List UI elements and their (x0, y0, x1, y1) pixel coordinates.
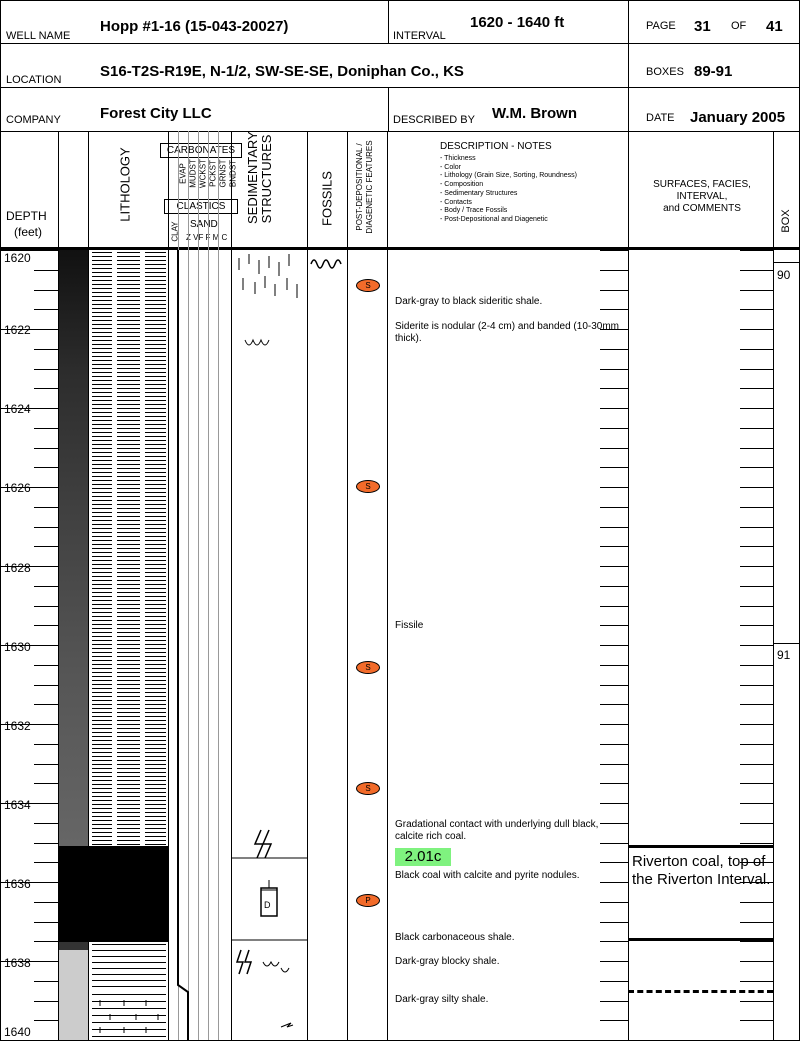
sed-structures-header: SEDIMENTARY STRUCTURES (245, 131, 274, 224)
depth-tick (600, 882, 628, 883)
depth-tick (0, 250, 58, 251)
depth-tick (0, 408, 58, 409)
depth-tick (740, 606, 773, 607)
lithology-coal (59, 846, 168, 942)
grain-size-profile (168, 250, 198, 1041)
depth-tick (600, 448, 628, 449)
depth-tick (36, 586, 56, 587)
depth-tick (740, 408, 773, 409)
depth-tick (600, 803, 628, 804)
siderite-badge-2: S (356, 480, 380, 493)
depth-tick (600, 744, 628, 745)
depth-tick (600, 428, 628, 429)
depth-tick (600, 843, 628, 844)
total-pages: 41 (766, 18, 783, 35)
depth-tick (740, 428, 773, 429)
depth-tick (740, 685, 773, 686)
depth-header: DEPTH (6, 209, 47, 223)
depth-tick (600, 507, 628, 508)
depth-tick (740, 546, 773, 547)
depth-tick (36, 783, 56, 784)
description-5: Black coal with calcite and pyrite nodules. (395, 870, 580, 881)
lithology-shale-gap-2 (140, 252, 145, 846)
depth-tick (600, 606, 628, 607)
description-3: Fissile (395, 620, 424, 631)
depth-tick (740, 369, 773, 370)
box-number: 90 (777, 268, 791, 282)
description-1: Dark-gray to black sideritic shale. (395, 296, 543, 307)
depth-tick (0, 329, 58, 330)
depth-tick (740, 388, 773, 389)
depth-tick (600, 487, 628, 488)
carb-evap: EVAP (178, 163, 188, 184)
depth-tick (36, 902, 56, 903)
depth-tick (600, 349, 628, 350)
depth-tick (36, 349, 56, 350)
depth-tick (740, 645, 773, 646)
depth-unit: (feet) (14, 225, 43, 239)
description-7: Dark-gray blocky shale. (395, 956, 500, 967)
depth-tick (600, 369, 628, 370)
grain-size-labels: Z VF F M C (186, 233, 228, 242)
depth-tick (0, 961, 58, 962)
lithology-shale-gap-1 (112, 252, 117, 846)
sample-tag: 2.01c (395, 848, 451, 866)
clastics-label: CLASTICS (164, 199, 238, 214)
boxes-label: BOXES (646, 66, 684, 78)
depth-tick (36, 428, 56, 429)
depth-tick (740, 902, 773, 903)
depth-label: 1626 (4, 481, 31, 495)
depth-tick (600, 665, 628, 666)
depth-tick (600, 546, 628, 547)
depth-tick (600, 922, 628, 923)
depth-tick (740, 487, 773, 488)
date-label: DATE (646, 112, 675, 124)
depth-tick (600, 724, 628, 725)
carb-wckst: WCKST (198, 159, 208, 188)
surfaces-header: SURFACES, FACIES, INTERVAL, and COMMENTS (653, 179, 751, 214)
depth-tick (36, 823, 56, 824)
gradational-contact-line (628, 990, 773, 993)
interval-value: 1620 - 1640 ft (470, 14, 565, 31)
depth-tick (36, 625, 56, 626)
depth-tick (740, 922, 773, 923)
depth-tick (0, 487, 58, 488)
well-name-label: WELL NAME (6, 30, 71, 42)
of-label: OF (731, 20, 747, 32)
depth-tick (600, 902, 628, 903)
depth-tick (740, 843, 773, 844)
lithology-shale-pattern (92, 252, 166, 846)
depth-tick (36, 665, 56, 666)
depth-tick (600, 862, 628, 863)
depth-tick (36, 744, 56, 745)
depth-tick (740, 724, 773, 725)
depth-tick (740, 566, 773, 567)
depth-tick (36, 764, 56, 765)
depth-tick (740, 507, 773, 508)
depth-tick (36, 527, 56, 528)
depth-tick (740, 250, 773, 251)
well-name-value: Hopp #1-16 (15-043-20027) (100, 18, 289, 35)
depth-tick (0, 803, 58, 804)
depth-tick (36, 270, 56, 271)
depth-tick (740, 270, 773, 271)
sedimentary-structures (231, 250, 307, 1041)
depth-label: 1628 (4, 561, 31, 575)
depth-tick (600, 685, 628, 686)
depth-tick (740, 764, 773, 765)
silty-shale-dots (88, 994, 168, 1040)
box-divider (773, 262, 799, 263)
depth-tick (740, 467, 773, 468)
depth-tick (36, 290, 56, 291)
carb-bndst: BNDST (228, 159, 238, 188)
box-divider (773, 643, 799, 644)
carbonates-label: CARBONATES (160, 143, 242, 158)
depth-label: 1630 (4, 640, 31, 654)
description-6: Black carbonaceous shale. (395, 932, 515, 943)
page-number: 31 (694, 18, 711, 35)
depth-label: 1634 (4, 798, 31, 812)
depth-tick (740, 290, 773, 291)
depth-tick (740, 783, 773, 784)
interval-top-line (628, 845, 773, 848)
depth-tick (36, 981, 56, 982)
depth-label: 1640 (4, 1025, 31, 1039)
depth-tick (740, 1001, 773, 1002)
depth-tick (740, 941, 773, 942)
description-4: Gradational contact with underlying dull black, calcite rich coal. (395, 819, 599, 842)
contact-line (628, 938, 773, 941)
depth-tick (600, 566, 628, 567)
depth-tick (600, 270, 628, 271)
depth-tick (36, 448, 56, 449)
depth-tick (36, 606, 56, 607)
depth-tick (740, 744, 773, 745)
depth-label: 1622 (4, 323, 31, 337)
depth-label: 1624 (4, 402, 31, 416)
location-value: S16-T2S-R19E, N-1/2, SW-SE-SE, Doniphan Co., KS (100, 63, 464, 80)
described-by-value: W.M. Brown (492, 105, 577, 122)
depth-tick (740, 961, 773, 962)
depth-tick (36, 862, 56, 863)
description-2: Siderite is nodular (2-4 cm) and banded (10-30mm thick). (395, 321, 619, 344)
depth-tick (600, 586, 628, 587)
depth-tick (740, 665, 773, 666)
depth-tick (36, 388, 56, 389)
depth-tick (600, 1020, 628, 1021)
depth-tick (600, 764, 628, 765)
depth-tick (740, 309, 773, 310)
siderite-badge-3: S (356, 661, 380, 674)
depth-tick (600, 704, 628, 705)
depth-tick (740, 586, 773, 587)
clay-label: CLAY (170, 221, 180, 242)
box-number: 91 (777, 648, 791, 662)
depth-tick (600, 783, 628, 784)
depth-tick (36, 1020, 56, 1021)
depth-tick (36, 843, 56, 844)
box-header: BOX (780, 209, 792, 233)
depth-tick (600, 388, 628, 389)
column-header-row (0, 131, 800, 250)
interval-label: INTERVAL (393, 30, 446, 42)
siderite-badge-4: S (356, 782, 380, 795)
carb-mudst: MUDST (188, 159, 198, 188)
depth-tick (0, 566, 58, 567)
depth-tick (740, 625, 773, 626)
depth-tick (36, 309, 56, 310)
date-value: January 2005 (690, 109, 786, 126)
postdep-header: POST-DEPOSITIONAL / DIAGENETIC FEATURES (355, 140, 374, 234)
depth-label: 1620 (4, 251, 31, 265)
carb-pckst: PCKST (208, 160, 218, 187)
depth-tick (740, 981, 773, 982)
lithology-blocky-shale (92, 944, 166, 992)
depth-tick (0, 645, 58, 646)
siderite-badge-1: S (356, 279, 380, 292)
carb-grnst: GRNST (218, 159, 228, 188)
description-8: Dark-gray silty shale. (395, 994, 489, 1005)
depth-tick (600, 981, 628, 982)
depth-tick (36, 546, 56, 547)
depth-tick (36, 922, 56, 923)
pyrite-badge: P (356, 894, 380, 907)
depth-tick (0, 882, 58, 883)
depth-tick (740, 704, 773, 705)
depth-tick (740, 1020, 773, 1021)
described-by-label: DESCRIBED BY (393, 114, 475, 126)
depth-tick (740, 823, 773, 824)
depth-tick (600, 309, 628, 310)
depth-tick (36, 467, 56, 468)
lithology-header: LITHOLOGY (117, 147, 133, 222)
depth-label: 1636 (4, 877, 31, 891)
depth-tick (600, 645, 628, 646)
depth-tick (600, 467, 628, 468)
depth-tick (600, 250, 628, 251)
depth-tick (600, 290, 628, 291)
depth-tick (36, 1001, 56, 1002)
depth-tick (740, 448, 773, 449)
depth-tick (36, 941, 56, 942)
depth-tick (600, 408, 628, 409)
boxes-value: 89-91 (694, 63, 733, 80)
company-label: COMPANY (6, 114, 61, 126)
fossils-header: FOSSILS (319, 171, 335, 226)
description-title: DESCRIPTION - NOTES (440, 141, 552, 152)
header (0, 0, 800, 132)
page-label: PAGE (646, 20, 676, 32)
depth-tick (740, 349, 773, 350)
depth-tick (740, 329, 773, 330)
depth-tick (740, 527, 773, 528)
depth-tick (36, 685, 56, 686)
depth-tick (600, 527, 628, 528)
location-label: LOCATION (6, 74, 62, 86)
riverton-comment: Riverton coal, top of the Riverton Interval. (632, 853, 771, 888)
company-value: Forest City LLC (100, 105, 212, 122)
sand-label: SAND (190, 219, 218, 230)
depth-tick (36, 704, 56, 705)
depth-tick (36, 369, 56, 370)
svg-text:D: D (264, 900, 271, 910)
depth-tick (0, 724, 58, 725)
description-list: - Thickness - Color - Lithology (Grain Size, Sorting, Roundness) - Composition - Sedimentary Structures - Contacts - Body / Trace Fossils - Post-Depositional and Diagenetic (440, 155, 577, 223)
fossil-icon (307, 250, 347, 280)
depth-tick (36, 507, 56, 508)
depth-tick (740, 803, 773, 804)
depth-label: 1638 (4, 956, 31, 970)
depth-label: 1632 (4, 719, 31, 733)
